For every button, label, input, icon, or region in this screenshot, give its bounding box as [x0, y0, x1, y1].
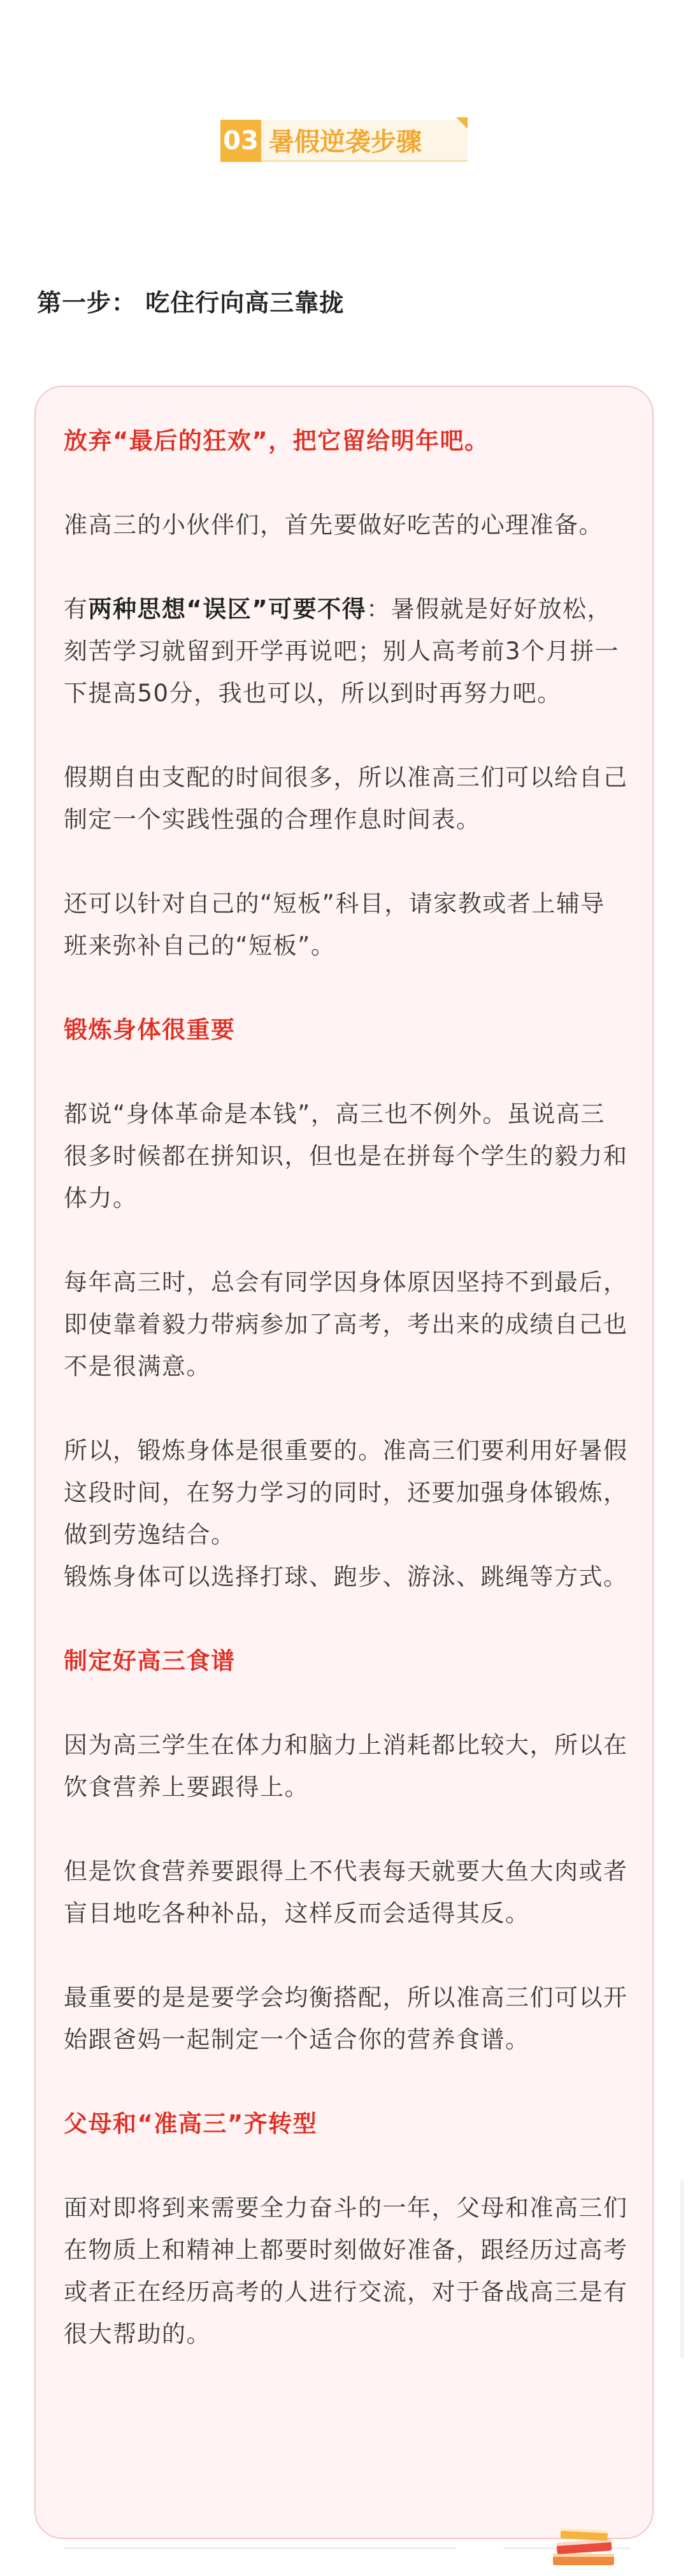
paragraph-misconceptions: [64, 588, 628, 715]
book-stack-icon: [547, 2509, 623, 2576]
bold-phrase: 两种思想“误区”可要不得: [88, 595, 367, 623]
paragraph: 但是饮食营养要跟得上不代表每天就要大鱼大肉或者盲目地吃各种补品，这样反而会适得其反。: [64, 1858, 628, 1927]
badge-corner-decoration: [456, 117, 468, 129]
paragraph: 还可以针对自己的“短板”科目，请家教或者上辅导班来弥补自己的“短板”。: [64, 890, 605, 959]
section-number: 03: [220, 120, 261, 162]
paragraph: 面对即将到来需要全力奋斗的一年，父母和准高三们在物质上和精神上都要时刻做好准备，跟经历过高考或者正在经历高考的人进行交流，对于备战高三是有很大帮助的。: [64, 2194, 628, 2348]
content-card: [34, 386, 654, 2539]
paragraph: 每年高三时，总会有同学因身体原因坚持不到最后，即使靠着毅力带病参加了高考，考出来的成绩自己也不是很满意。: [64, 1269, 628, 1380]
paragraph: 最重要的是是要学会均衡搭配，所以准高三们可以开始跟爸妈一起制定一个适合你的营养食谱。: [64, 1984, 628, 2053]
paragraph: 锻炼身体可以选择打球、跑步、游泳、跳绳等方式。: [64, 1563, 628, 1590]
scroll-indicator: [680, 2180, 684, 2359]
subheading-give-up-party: 放弃“最后的狂欢”，把它留给明年吧。: [64, 427, 489, 455]
step-heading: 第一步： 吃住行向高三靠拢: [37, 289, 345, 317]
subheading-exercise: 锻炼身体很重要: [64, 1016, 236, 1044]
paragraph: 因为高三学生在体力和脑力上消耗都比较大，所以在饮食营养上要跟得上。: [64, 1731, 628, 1801]
paragraph: 准高三的小伙伴们，首先要做好吃苦的心理准备。: [64, 511, 603, 539]
paragraph: 都说“身体革命是本钱”，高三也不例外。虽说高三很多时候都在拼知识，但也是在拼每个学生的毅力和体力。: [64, 1100, 628, 1212]
paragraph: 假期自由支配的时间很多，所以准高三们可以给自己制定一个实践性强的合理作息时间表。: [64, 764, 628, 833]
paragraph: 所以，锻炼身体是很重要的。准高三们要利用好暑假这段时间，在努力学习的同时，还要加强身体锻炼，做到劳逸结合。: [64, 1437, 628, 1548]
section-title: 暑假逆袭步骤: [261, 120, 468, 162]
subheading-parents: 父母和“准高三”齐转型: [64, 2110, 318, 2137]
bottom-divider: [64, 2547, 456, 2549]
text-prefix: 有: [64, 595, 89, 623]
text-rest: ：暑假就是好好放松，刻苦学习就留到开学再说吧；别人高考前3个月拼一下提高50分，我也可以，所以到时再努力吧。: [64, 595, 620, 707]
section-badge: [220, 117, 468, 164]
card-content: [64, 420, 628, 2355]
subheading-diet: 制定好高三食谱: [64, 1647, 236, 1675]
